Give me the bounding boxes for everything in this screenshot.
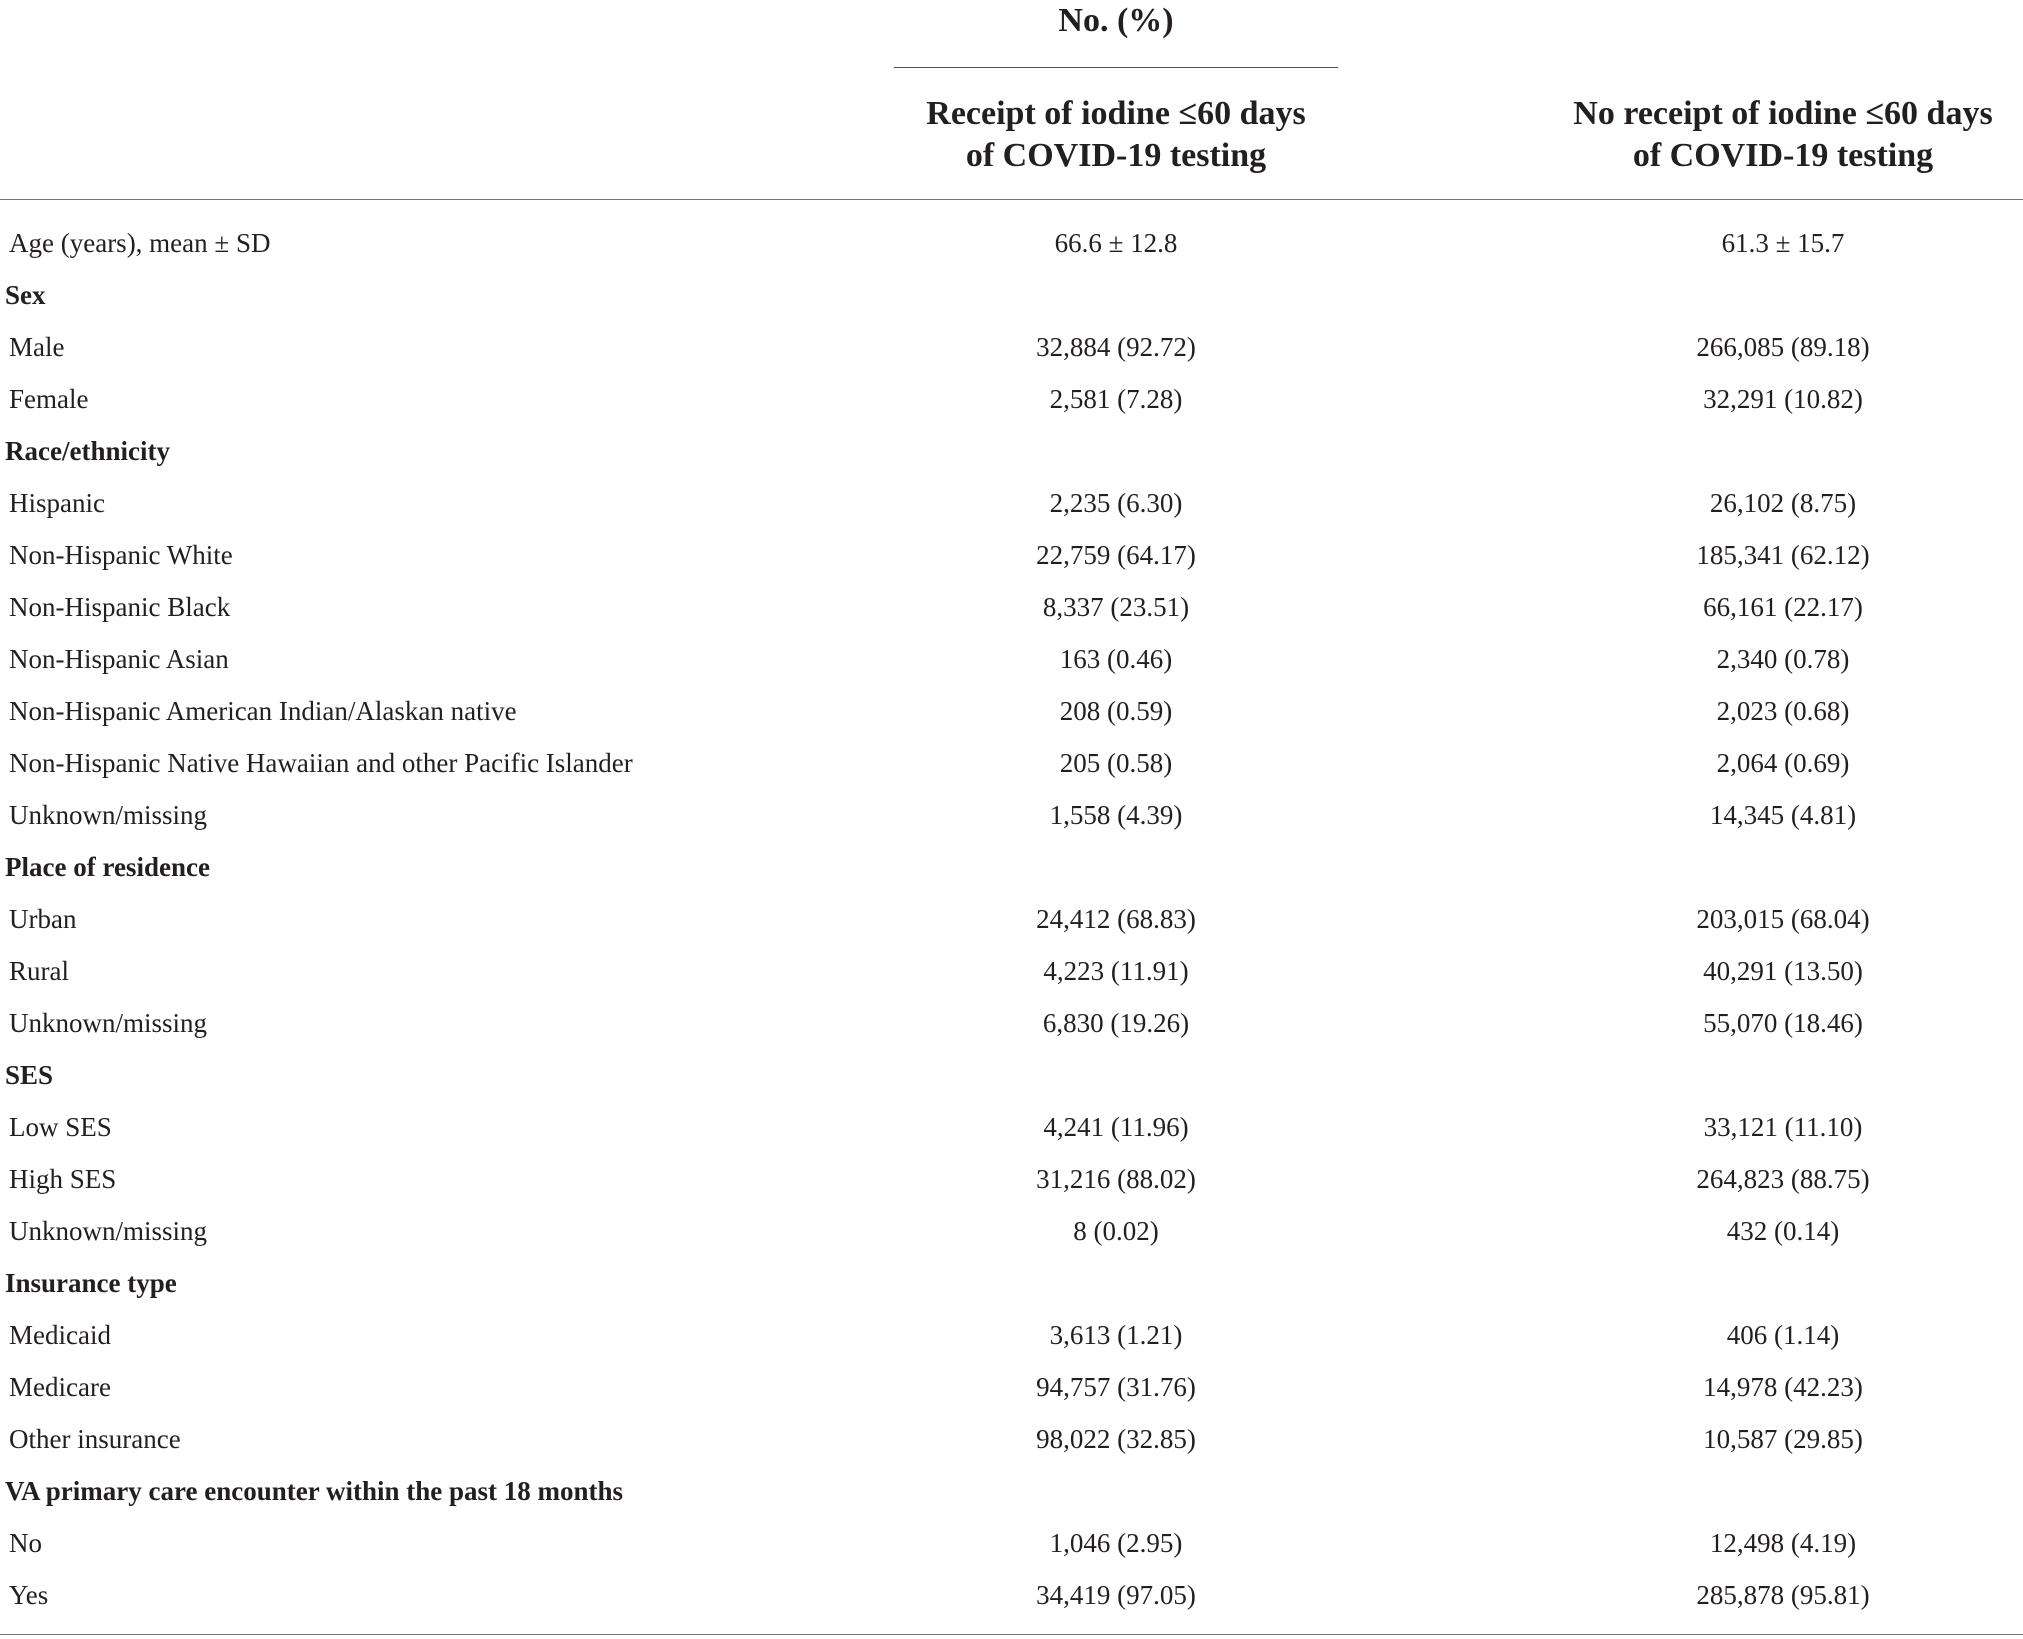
cell-no-receipt: 14,345 (4.81)	[1709, 800, 1857, 830]
section-label: Insurance type	[5, 1268, 177, 1298]
row-label: Unknown/missing	[9, 800, 208, 830]
row-label: Female	[9, 384, 89, 414]
section-row	[0, 431, 2023, 483]
table-row	[0, 223, 2023, 275]
cell-receipt: 1,046 (2.95)	[1049, 1528, 1183, 1558]
cell-no-receipt: 2,340 (0.78)	[1716, 644, 1850, 674]
table-row	[0, 795, 2023, 847]
cell-no-receipt: 266,085 (89.18)	[1696, 332, 1870, 362]
cell-receipt: 1,558 (4.39)	[1049, 800, 1183, 830]
row-label: Rural	[9, 956, 69, 986]
spanner-rule	[894, 67, 1338, 68]
row-label: Non-Hispanic American Indian/Alaskan native	[9, 696, 517, 726]
cell-no-receipt: 32,291 (10.82)	[1703, 384, 1863, 414]
table-row	[0, 1367, 2023, 1419]
cell-receipt: 22,759 (64.17)	[1036, 540, 1196, 570]
cell-receipt: 8 (0.02)	[1073, 1216, 1159, 1246]
cell-receipt: 2,235 (6.30)	[1049, 488, 1183, 518]
row-label: Yes	[9, 1580, 49, 1610]
table-row	[0, 1315, 2023, 1367]
table-row	[0, 899, 2023, 951]
table-row	[0, 535, 2023, 587]
table-row	[0, 379, 2023, 431]
cell-no-receipt: 2,064 (0.69)	[1716, 748, 1850, 778]
row-label: Non-Hispanic White	[9, 540, 233, 570]
table-row	[0, 1575, 2023, 1627]
bottom-rule	[0, 1634, 2023, 1635]
section-row	[0, 1055, 2023, 1107]
cell-receipt: 32,884 (92.72)	[1036, 332, 1196, 362]
row-label: Age (years), mean ± SD	[9, 228, 271, 258]
table-row	[0, 1419, 2023, 1471]
row-label: Unknown/missing	[9, 1216, 208, 1246]
cell-receipt: 3,613 (1.21)	[1049, 1320, 1183, 1350]
table-row	[0, 1003, 2023, 1055]
column-header-no-receipt	[1483, 93, 2023, 177]
cell-no-receipt: 26,102 (8.75)	[1709, 488, 1857, 518]
cell-receipt: 4,223 (11.91)	[1043, 956, 1189, 986]
section-row	[0, 275, 2023, 327]
cell-receipt: 205 (0.58)	[1059, 748, 1173, 778]
cell-no-receipt: 66,161 (22.17)	[1703, 592, 1863, 622]
section-label: SES	[5, 1060, 54, 1090]
cell-no-receipt: 40,291 (13.50)	[1703, 956, 1863, 986]
table-row	[0, 483, 2023, 535]
cell-receipt: 208 (0.59)	[1059, 696, 1173, 726]
cell-receipt: 94,757 (31.76)	[1036, 1372, 1196, 1402]
cell-no-receipt: 406 (1.14)	[1726, 1320, 1840, 1350]
column-header-receipt-line2: of COVID-19 testing	[965, 137, 1267, 174]
cell-no-receipt: 14,978 (42.23)	[1703, 1372, 1863, 1402]
cell-no-receipt: 61.3 ± 15.7	[1721, 228, 1845, 258]
column-header-receipt	[816, 93, 1416, 177]
table-row	[0, 691, 2023, 743]
cell-receipt: 66.6 ± 12.8	[1054, 228, 1178, 258]
cell-no-receipt: 10,587 (29.85)	[1703, 1424, 1863, 1454]
row-label: High SES	[9, 1164, 117, 1194]
table-row	[0, 1523, 2023, 1575]
row-label: Medicaid	[9, 1320, 111, 1350]
row-label: Medicare	[9, 1372, 111, 1402]
table-row	[0, 327, 2023, 379]
cell-no-receipt: 264,823 (88.75)	[1696, 1164, 1870, 1194]
row-label: Non-Hispanic Native Hawaiian and other Pacific Islander	[9, 748, 633, 778]
table-row	[0, 743, 2023, 795]
spanner-header: No. (%)	[1058, 2, 1174, 39]
cell-receipt: 2,581 (7.28)	[1049, 384, 1183, 414]
cell-receipt: 31,216 (88.02)	[1036, 1164, 1196, 1194]
row-label: Urban	[9, 904, 77, 934]
cell-receipt: 24,412 (68.83)	[1036, 904, 1196, 934]
table-row	[0, 1159, 2023, 1211]
cell-no-receipt: 2,023 (0.68)	[1716, 696, 1850, 726]
cell-no-receipt: 185,341 (62.12)	[1696, 540, 1870, 570]
cell-no-receipt: 33,121 (11.10)	[1703, 1112, 1863, 1142]
cell-no-receipt: 12,498 (4.19)	[1709, 1528, 1857, 1558]
section-label: Race/ethnicity	[5, 436, 170, 466]
table-row	[0, 1107, 2023, 1159]
row-label: Other insurance	[9, 1424, 181, 1454]
row-label: No	[9, 1528, 42, 1558]
cell-no-receipt: 55,070 (18.46)	[1703, 1008, 1863, 1038]
table-row	[0, 951, 2023, 1003]
section-row	[0, 1263, 2023, 1315]
cell-receipt: 98,022 (32.85)	[1036, 1424, 1196, 1454]
header-rule	[0, 199, 2023, 200]
section-row	[0, 1471, 2023, 1523]
table-row	[0, 1211, 2023, 1263]
table-body	[0, 223, 2023, 1627]
column-header-no-receipt-line1: No receipt of iodine ≤60 days	[1573, 95, 1993, 132]
column-header-receipt-line1: Receipt of iodine ≤60 days	[926, 95, 1306, 132]
cell-no-receipt: 285,878 (95.81)	[1696, 1580, 1870, 1610]
table-row	[0, 587, 2023, 639]
section-label: Sex	[5, 280, 46, 310]
table-row	[0, 639, 2023, 691]
column-header-no-receipt-line2: of COVID-19 testing	[1632, 137, 1934, 174]
cell-receipt: 6,830 (19.26)	[1042, 1008, 1190, 1038]
cell-no-receipt: 203,015 (68.04)	[1696, 904, 1870, 934]
row-label: Low SES	[9, 1112, 112, 1142]
section-label: Place of residence	[5, 852, 210, 882]
row-label: Unknown/missing	[9, 1008, 208, 1038]
cell-receipt: 34,419 (97.05)	[1036, 1580, 1196, 1610]
cell-receipt: 4,241 (11.96)	[1043, 1112, 1189, 1142]
cell-receipt: 163 (0.46)	[1059, 644, 1173, 674]
section-label: VA primary care encounter within the past 18 months	[5, 1476, 624, 1506]
section-row	[0, 847, 2023, 899]
row-label: Male	[9, 332, 65, 362]
cell-receipt: 8,337 (23.51)	[1042, 592, 1190, 622]
row-label: Non-Hispanic Black	[9, 592, 231, 622]
row-label: Non-Hispanic Asian	[9, 644, 229, 674]
row-label: Hispanic	[9, 488, 105, 518]
cell-no-receipt: 432 (0.14)	[1726, 1216, 1840, 1246]
